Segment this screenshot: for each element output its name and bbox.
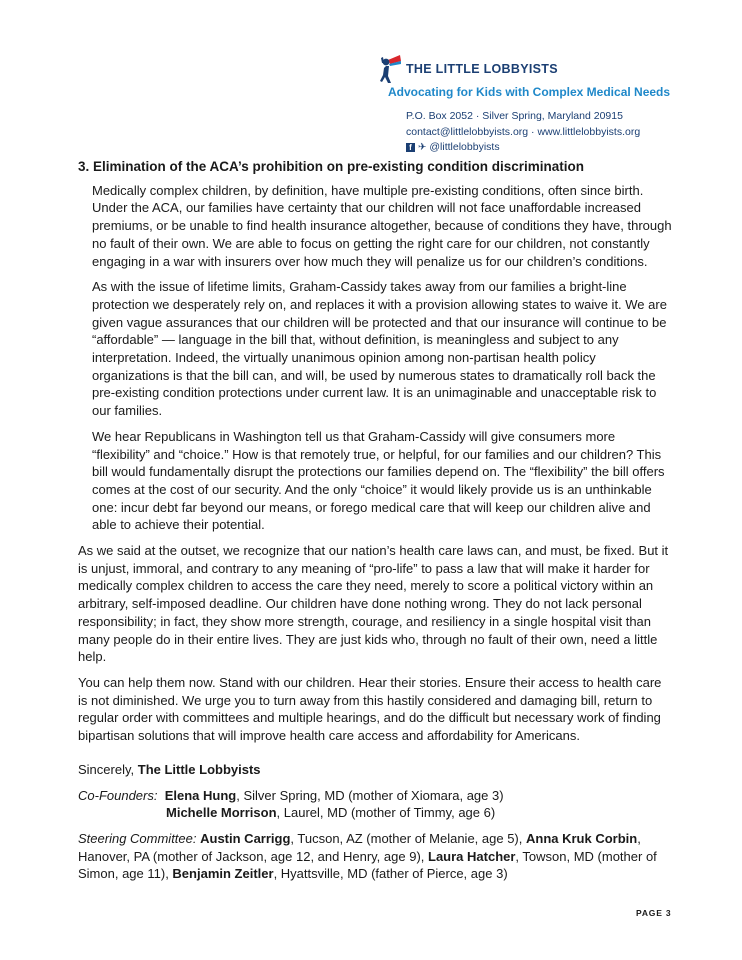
steering-detail: , Tucson, AZ (mother of Melanie, age 5),: [290, 830, 526, 846]
cofounders-label: Co-Founders:: [78, 787, 158, 803]
social-row: [406, 140, 720, 156]
steering-name: Benjamin Zeitler: [172, 866, 274, 882]
signature-org: The Little Lobbyists: [137, 761, 261, 777]
cofounder-detail: , Laurel, MD (mother of Timmy, age 6): [276, 805, 496, 821]
sign-off: [78, 761, 672, 779]
section-content: [92, 182, 672, 534]
social-handle[interactable]: @littlelobbyists: [429, 141, 500, 153]
tagline: Advocating for Kids with Complex Medical Needs: [388, 85, 671, 99]
steering-committee: [78, 830, 672, 883]
page-number: PAGE 3: [636, 908, 672, 918]
contact-block: [406, 109, 720, 156]
paragraph: As we said at the outset, we recognize that our nation’s health care laws can, and must, be fixed. But it is unjust, immoral, and contrary to any meaning of “pro-life” to pass a law that will make it harder for medically complex children to access the care they need, merely to score a political victory within an arbitrary, self-imposed deadline. Our children have done nothing wrong. They do not lack personal responsibility; in fact, they show more strength, courage, and resiliency in a single hospital visit than many people do in their entire lives. They are just kids who, through no fault of their own, need a little help.: [78, 543, 669, 665]
cofounder-name: Elena Hung: [164, 787, 237, 803]
steering-name: Laura Hatcher: [428, 848, 516, 864]
letterhead: [380, 54, 720, 156]
cofounder-detail: , Silver Spring, MD (mother of Xiomara, age 3): [236, 787, 504, 803]
cofounders: [78, 787, 672, 822]
paragraph: As with the issue of lifetime limits, Graham-Cassidy takes away from our families a bright-line protection we desperately rely on, and replaces it with a provision allowing states to waive it. We are given vague assurances that our children will be protected and that our insurance will continue to be “affordable” — language in the bill that, without definition, is meaningless and subject to any interpretation. Indeed, the virtually unanimous opinion among non-partisan health policy organizations is that the bill can, and will, be used by numerous states to dramatically roll back the pre-existing condition protections under current law. It is an unimaginable and unacceptable risk to our families.: [92, 279, 667, 419]
contact-links[interactable]: contact@littlelobbyists.org · www.littlelobbyists.org: [406, 125, 641, 138]
paragraph: Medically complex children, by definition, have multiple pre-existing conditions, often since birth. Under the ACA, our families have certainty that our children will not face unaffordable increased premiums, or be unable to find health insurance altogether, because of conditions they have, through no fault of their own. We are able to focus on getting the right care for our children, not constantly engaging in a war with insurers over how much they will penalize us for our children’s conditions.: [92, 182, 672, 269]
paragraph: We hear Republicans in Washington tell us that Graham-Cassidy will give consumers more “flexibility” and “choice.” How is that remotely true, or helpful, for our families and our children? This bill would fundamentally disrupt the protections our families depend on. The “flexibility” the bill offers comes at the cost of our security. And the only “choice” it would likely provide us is an unthinkable one: incur debt far beyond our means, or forego medical care that will keep our children alive and able to achieve their potential.: [92, 428, 665, 533]
logo-row: [380, 54, 720, 84]
steering-name: Austin Carrigg: [200, 830, 291, 846]
steering-label: Steering Committee:: [78, 830, 197, 846]
paragraph: You can help them now. Stand with our children. Hear their stories. Ensure their access to health care is not diminished. We urge you to turn away from this hastily considered and damaging bill, return to regular order with committees and multiple hearings, and do the difficult but necessary work of finding bipartisan solutions that will improve health care access and affordability for Americans.: [78, 674, 662, 744]
org-name: THE LITTLE LOBBYISTS: [406, 62, 558, 76]
cofounder-name: Michelle Morrison: [166, 805, 277, 821]
facebook-icon[interactable]: f: [406, 143, 415, 152]
steering-name: Anna Kruk Corbin: [525, 830, 638, 846]
sincerely-text: Sincerely,: [78, 761, 135, 777]
letter-body: [78, 158, 672, 883]
lobbyist-logo-icon: [380, 54, 402, 84]
section-heading: 3. Elimination of the ACA’s prohibition on pre-existing condition discrimination: [78, 159, 585, 174]
twitter-icon[interactable]: ✈: [418, 142, 427, 153]
steering-detail: , Hanover, PA (mother of Jackson, age 12, and Henry, age 9),: [78, 830, 641, 864]
address: P.O. Box 2052 · Silver Spring, Maryland 20915: [406, 110, 623, 122]
steering-detail: , Hyattsville, MD (father of Pierce, age 3): [273, 866, 508, 882]
steering-detail: , Towson, MD (mother of Simon, age 11),: [78, 848, 657, 882]
